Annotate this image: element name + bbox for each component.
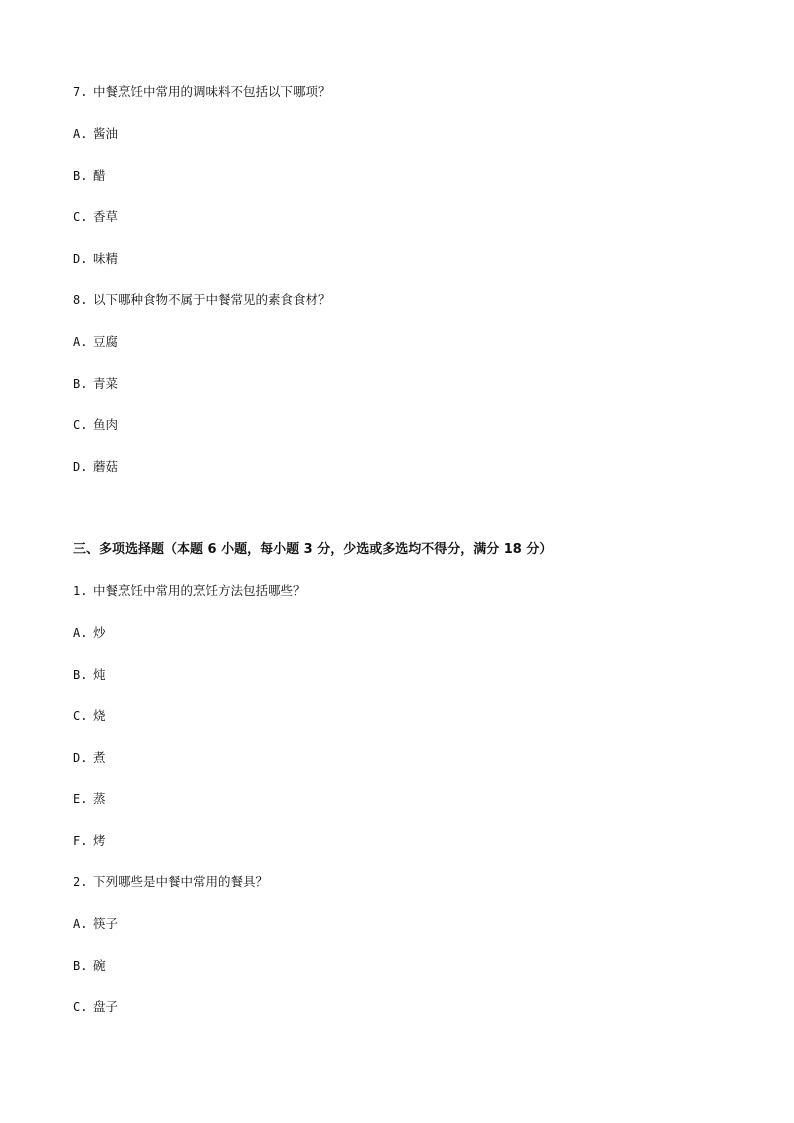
- multi-question-2: [73, 874, 268, 890]
- option-letter: D.: [73, 751, 88, 765]
- option-m1b: [73, 667, 106, 683]
- option-text: 炒: [93, 625, 106, 640]
- option-text: 煮: [93, 750, 106, 765]
- question-text: 下列哪些是中餐中常用的餐具？: [93, 874, 269, 889]
- option-7d: [73, 251, 118, 267]
- option-letter: C.: [73, 210, 88, 224]
- option-8a: [73, 334, 118, 350]
- option-letter: E.: [73, 792, 88, 806]
- option-8b: [73, 376, 118, 392]
- option-text: 醋: [93, 168, 106, 183]
- option-letter: B.: [73, 377, 88, 391]
- option-letter: D.: [73, 252, 88, 266]
- option-letter: B.: [73, 668, 88, 682]
- option-letter: A.: [73, 335, 88, 349]
- question-number: 1.: [73, 584, 88, 598]
- option-m2c: [73, 999, 118, 1015]
- option-letter: D.: [73, 460, 88, 474]
- option-7c: [73, 209, 118, 225]
- option-8c: [73, 417, 118, 433]
- section-heading: 三、多项选择题（本题 6 小题，每小题 3 分，少选或多选均不得分，满分 18 分）: [73, 542, 553, 557]
- option-text: 碗: [93, 958, 106, 973]
- question-text: 以下哪种食物不属于中餐常见的素食食材？: [93, 292, 331, 307]
- option-text: 豆腐: [93, 334, 119, 349]
- option-text: 盘子: [93, 999, 119, 1014]
- question-number: 7.: [73, 85, 88, 99]
- option-text: 香草: [93, 209, 119, 224]
- question-number: 2.: [73, 875, 88, 889]
- option-letter: A.: [73, 626, 88, 640]
- option-text: 蒸: [93, 791, 106, 806]
- option-text: 烧: [93, 708, 106, 723]
- option-m2a: [73, 916, 118, 932]
- question-8: [73, 292, 331, 308]
- option-7a: [73, 126, 118, 142]
- option-7b: [73, 168, 106, 184]
- option-text: 筷子: [93, 916, 119, 931]
- option-m2b: [73, 958, 106, 974]
- question-text: 中餐烹饪中常用的烹饪方法包括哪些？: [93, 583, 306, 598]
- option-text: 炖: [93, 667, 106, 682]
- option-letter: B.: [73, 959, 88, 973]
- question-7: [73, 84, 331, 100]
- option-letter: A.: [73, 917, 88, 931]
- multi-question-1: [73, 583, 306, 599]
- option-m1d: [73, 750, 106, 766]
- option-text: 烤: [93, 833, 106, 848]
- option-text: 青菜: [93, 376, 119, 391]
- option-letter: A.: [73, 127, 88, 141]
- question-number: 8.: [73, 293, 88, 307]
- question-text: 中餐烹饪中常用的调味料不包括以下哪项？: [93, 84, 331, 99]
- option-text: 酱油: [93, 126, 119, 141]
- option-8d: [73, 459, 118, 475]
- option-m1a: [73, 625, 106, 641]
- option-text: 味精: [93, 251, 119, 266]
- option-m1e: [73, 791, 106, 807]
- option-letter: B.: [73, 169, 88, 183]
- option-text: 鱼肉: [93, 417, 119, 432]
- option-m1c: [73, 708, 106, 724]
- option-letter: C.: [73, 709, 88, 723]
- option-m1f: [73, 833, 106, 849]
- option-text: 蘑菇: [93, 459, 119, 474]
- option-letter: F.: [73, 834, 88, 848]
- option-letter: C.: [73, 1000, 88, 1014]
- option-letter: C.: [73, 418, 88, 432]
